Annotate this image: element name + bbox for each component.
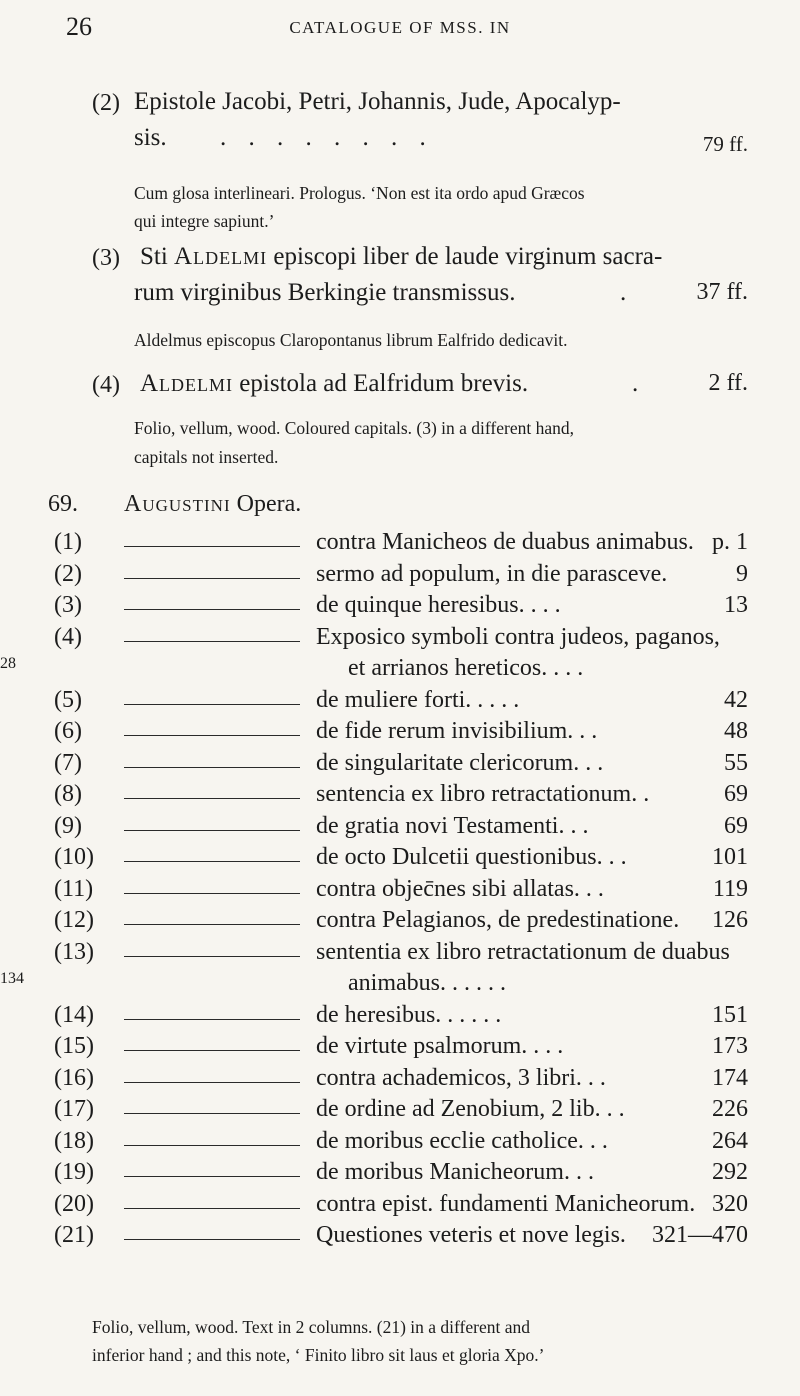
ditto-rule [124, 830, 300, 831]
ditto-rule [124, 861, 300, 862]
work-title: contra Pelagianos, de predestinatione. [316, 907, 680, 933]
item-number: (4) [92, 372, 120, 398]
work-title: de muliere forti. . . . . [316, 686, 520, 713]
work-number: (7) [54, 749, 82, 776]
ditto-rule [124, 1145, 300, 1146]
item-title-continued: rum virginibus Berkingie transmissus. [134, 279, 516, 306]
item-title: Aldelmi epistola ad Ealfridum brevis. [140, 370, 529, 397]
ditto-rule [124, 767, 300, 768]
work-row [0, 1222, 800, 1260]
ditto-rule [124, 1019, 300, 1020]
work-page: 126 [712, 907, 748, 933]
item-number: (3) [92, 245, 120, 271]
work-title: de singularitate clericorum. . . [316, 749, 604, 776]
work-number: (6) [54, 718, 82, 744]
author-name: Augustini [124, 491, 231, 517]
work-title: de ordine ad Zenobium, 2 lib. . . [316, 1096, 625, 1122]
work-number: (15) [54, 1033, 94, 1059]
work-number: (20) [54, 1190, 94, 1217]
work-number: (14) [54, 1001, 94, 1028]
work-page: 264 [712, 1127, 748, 1154]
page-number: 26 [66, 12, 92, 41]
work-title: de quinque heresibus. . . . [316, 592, 561, 618]
work-number: (21) [54, 1222, 94, 1248]
work-title: de moribus Manicheorum. . . [316, 1159, 594, 1185]
work-title: sermo ad populum, in die parasceve. [316, 560, 668, 587]
ditto-rule [124, 735, 300, 736]
work-page: 321—470 [652, 1222, 748, 1248]
work-title: de gratia novi Testamenti. . . [316, 812, 589, 839]
item-description: capitals not inserted. [134, 447, 279, 467]
ditto-rule [124, 1113, 300, 1114]
work-number: (1) [54, 529, 82, 555]
item-description: Aldelmus episcopus Claropontanus librum Ealfrido dedicavit. [134, 330, 568, 350]
work-number: (13) [54, 938, 94, 965]
work-number: (2) [54, 560, 82, 587]
work-page: 9 [736, 560, 748, 587]
ditto-rule [124, 546, 300, 547]
ditto-rule [124, 1176, 300, 1177]
ditto-rule [124, 924, 300, 925]
work-number: (5) [54, 686, 82, 713]
work-number: (11) [54, 875, 94, 902]
work-title-continued: animabus. . . . . . [348, 970, 506, 996]
author-name: Aldelmi [140, 370, 234, 397]
work-title: Questiones veteris et nove legis. [316, 1222, 626, 1248]
work-page: 134 [0, 970, 24, 987]
item-description: Folio, vellum, wood. Coloured capitals. (3) in a different hand, [134, 418, 575, 438]
ditto-rule [124, 798, 300, 799]
work-number: (10) [54, 844, 94, 870]
work-title: de heresibus. . . . . . [316, 1001, 502, 1028]
item-title: Sti Aldelmi episcopi liber de laude virginum sacra- [140, 243, 663, 270]
leader-dots: . [632, 370, 639, 397]
work-title: contra Manicheos de duabus animabus. [316, 529, 694, 555]
folio-reference: 79 ff. [702, 132, 748, 156]
ditto-rule [124, 1239, 300, 1240]
work-page: 101 [712, 844, 748, 870]
work-page: 226 [712, 1096, 748, 1122]
folio-reference: 2 ff. [708, 370, 748, 396]
ditto-rule [124, 956, 300, 957]
entry-footnote: inferior hand ; and this note, ‘ Finito libro sit laus et gloria Xpo.’ [92, 1345, 545, 1365]
leader-dots: . . . . . . . . [220, 124, 434, 151]
item-title: Epistole Jacobi, Petri, Johannis, Jude, Apocalyp- [134, 88, 621, 115]
work-page: 320 [712, 1190, 748, 1217]
item-title-continued: sis. [134, 124, 167, 151]
work-title: contra objec̄nes sibi allatas. . . [316, 875, 604, 902]
work-number: (3) [54, 592, 82, 618]
work-page: 69 [724, 812, 748, 839]
item-description: qui integre sapiunt.’ [134, 211, 275, 231]
work-page: 42 [724, 686, 748, 713]
item-number: (2) [92, 90, 120, 116]
work-title: de fide rerum invisibilium. . . [316, 718, 598, 744]
work-number: (12) [54, 907, 94, 933]
running-title: CATALOGUE OF MSS. IN [289, 18, 511, 37]
work-page: 151 [712, 1001, 748, 1028]
ditto-rule [124, 609, 300, 610]
work-page: 174 [712, 1064, 748, 1091]
entry-footnote: Folio, vellum, wood. Text in 2 columns. (21) in a different and [92, 1317, 530, 1337]
work-page: 55 [724, 749, 748, 776]
work-title: Exposico symboli contra judeos, paganos, [316, 623, 720, 650]
work-page: 48 [724, 718, 748, 744]
work-page: 173 [712, 1033, 748, 1059]
work-number: (18) [54, 1127, 94, 1154]
work-title: sentencia ex libro retractationum. . [316, 781, 650, 807]
work-page: 69 [724, 781, 748, 807]
item-description: Cum glosa interlineari. Prologus. ‘Non est ita ordo apud Græcos [134, 183, 585, 203]
work-page: 13 [724, 592, 748, 618]
ditto-rule [124, 1082, 300, 1083]
author-name: Aldelmi [174, 243, 268, 270]
work-title: de moribus ecclie catholice. . . [316, 1127, 608, 1154]
ditto-rule [124, 1208, 300, 1209]
ditto-rule [124, 1050, 300, 1051]
work-number: (16) [54, 1064, 94, 1091]
work-page: p. 1 [712, 529, 748, 555]
work-page: 119 [712, 875, 748, 902]
work-page: 28 [0, 655, 16, 672]
work-number: (4) [54, 623, 82, 650]
work-title: contra achademicos, 3 libri. . . [316, 1064, 606, 1091]
work-title: de virtute psalmorum. . . . [316, 1033, 564, 1059]
work-number: (19) [54, 1159, 94, 1185]
entry-number: 69. [48, 491, 78, 517]
work-number: (9) [54, 812, 82, 839]
work-title: de octo Dulcetii questionibus. . . [316, 844, 627, 870]
work-title: sententia ex libro retractationum de duabus [316, 938, 730, 965]
ditto-rule [124, 893, 300, 894]
ditto-rule [124, 578, 300, 579]
work-title: contra epist. fundamenti Manicheorum. [316, 1190, 696, 1217]
folio-reference: 37 ff. [696, 279, 748, 305]
leader-dots: . [620, 279, 627, 306]
ditto-rule [124, 704, 300, 705]
entry-heading: Augustini Opera. [124, 491, 302, 517]
ditto-rule [124, 641, 300, 642]
work-title-continued: et arrianos hereticos. . . . [348, 655, 584, 681]
work-number: (8) [54, 781, 82, 807]
work-page: 292 [712, 1159, 748, 1185]
work-number: (17) [54, 1096, 94, 1122]
